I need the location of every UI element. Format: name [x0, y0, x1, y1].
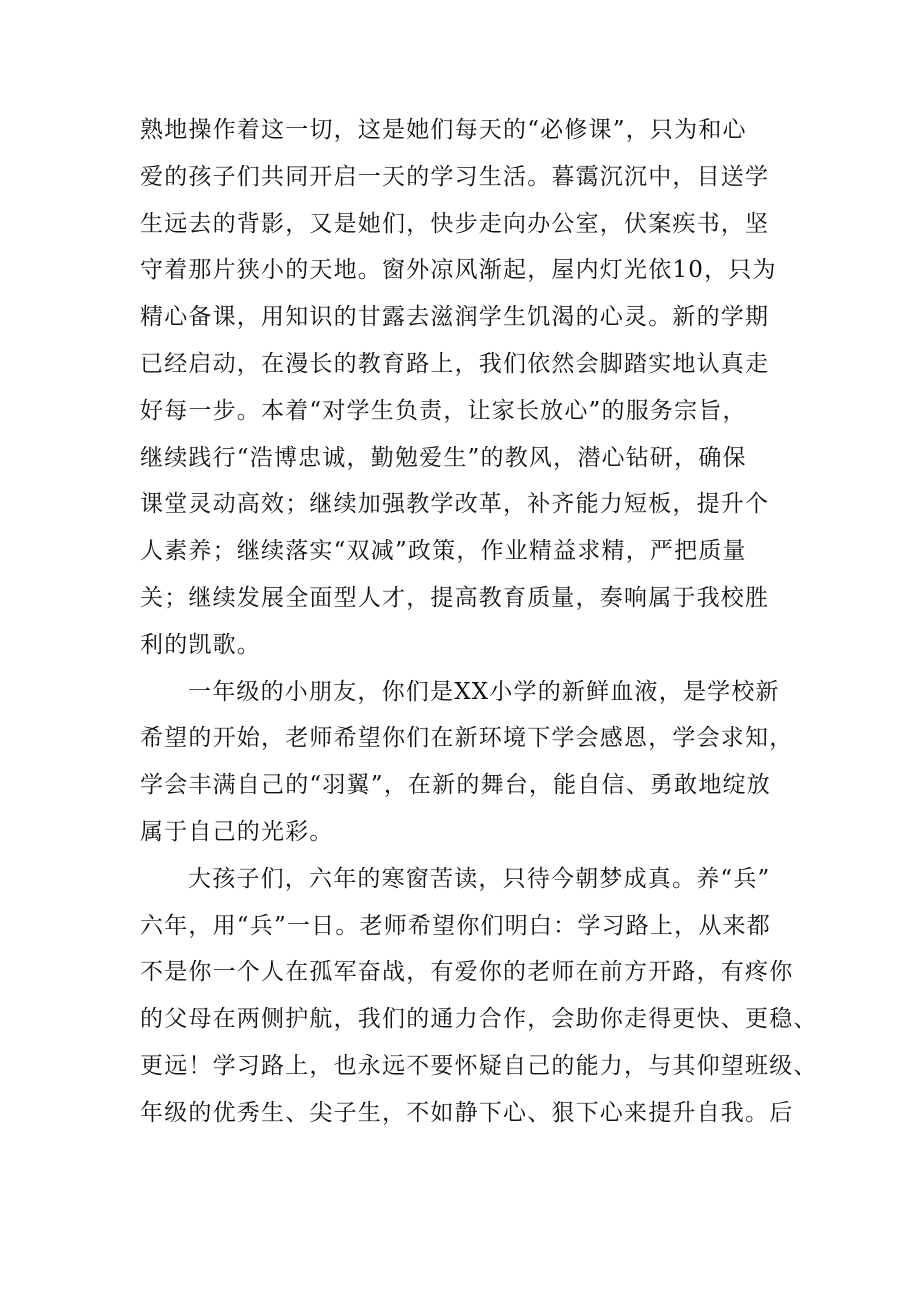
paragraph-start-line: 大孩子们，六年的寒窗苦读，只待今朝梦成真。养“兵”	[188, 865, 771, 892]
text-line: 利的凯歌。	[140, 631, 261, 658]
text-line: 年级的优秀生、尖子生，不如静下心、狠下心来提升自我。后	[140, 1099, 794, 1126]
text-line: 生远去的背影，又是她们，快步走向办公室，伏案疾书，坚	[140, 210, 770, 237]
text-line: 精心备课，用知识的甘露去滋润学生饥渴的心灵。新的学期	[140, 304, 770, 331]
text-line: 守着那片狭小的天地。窗外凉风渐起，屋内灯光依10，只为	[140, 257, 777, 284]
body-text	[140, 107, 818, 1137]
text-line: 继续践行“浩博忠诚，勤勉爱生”的教风，潜心钻研，确保	[140, 444, 747, 471]
text-line: 希望的开始，老师希望你们在新环境下学会感恩，学会求知，	[140, 725, 794, 752]
text-line: 课堂灵动高效；继续加强教学改革，补齐能力短板，提升个	[140, 491, 770, 518]
text-line: 属于自己的光彩。	[140, 818, 334, 845]
text-line: 学会丰满自己的“羽翼”，在新的舞台，能自信、勇敢地绽放	[140, 772, 771, 799]
text-line: 爱的孩子们共同开启一天的学习生活。暮霭沉沉中，目送学	[140, 163, 770, 190]
text-line: 关；继续发展全面型人才，提高教育质量，奏响属于我校胜	[140, 584, 770, 611]
text-line: 人素养；继续落实“双减”政策，作业精益求精，严把质量	[140, 538, 747, 565]
text-line: 好每一步。本着“对学生负责，让家长放心”的服务宗旨，	[140, 397, 747, 424]
paragraph-start-line: 一年级的小朋友，你们是XX小学的新鲜血液，是学校新	[188, 678, 780, 705]
text-line: 熟地操作着这一切，这是她们每天的“必修课”，只为和心	[140, 117, 747, 143]
text-line: 更远！学习路上，也永远不要怀疑自己的能力，与其仰望班级、	[140, 1052, 818, 1079]
text-line: 不是你一个人在孤军奋战，有爱你的老师在前方开路，有疼你	[140, 959, 794, 986]
text-line: 六年，用“兵”一日。老师希望你们明白：学习路上，从来都	[140, 912, 771, 939]
text-line: 的父母在两侧护航，我们的通力合作，会助你走得更快、更稳、	[140, 1006, 818, 1033]
text-line: 已经启动，在漫长的教育路上，我们依然会脚踏实地认真走	[140, 350, 770, 377]
